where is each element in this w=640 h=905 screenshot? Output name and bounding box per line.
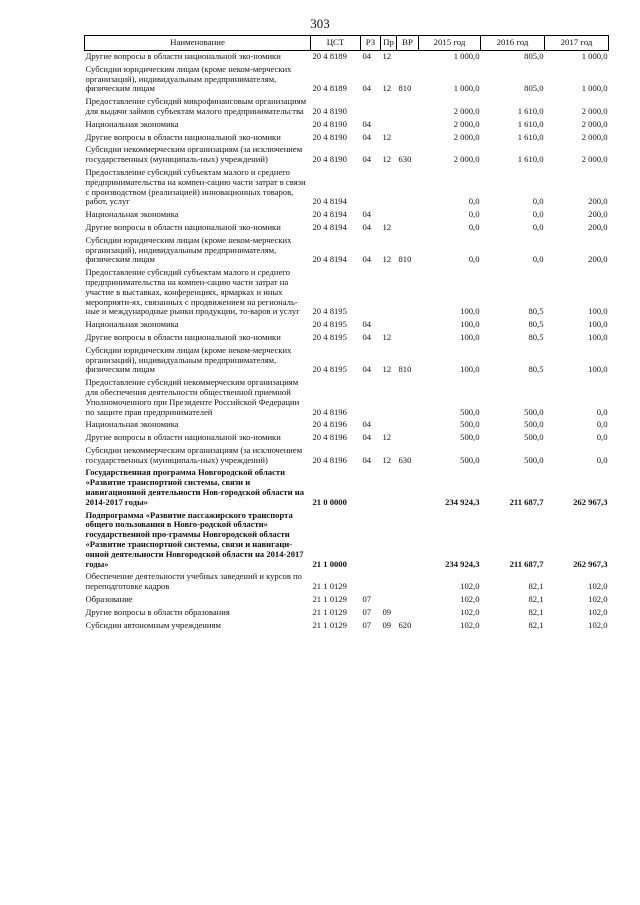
table-row bbox=[85, 377, 609, 419]
table-row bbox=[85, 510, 609, 572]
row-vr bbox=[397, 222, 419, 235]
table-row bbox=[85, 620, 609, 633]
row-vr bbox=[397, 377, 419, 419]
row-2017: 2 000,0 bbox=[581, 118, 608, 129]
row-name: Подпрограмма «Развитие пассажирского транспорта общего пользования в Новго-родской области» государственной про-граммы Новгородской области «Развитие транспортной системы, связи и навигаци-онной деятельности Новгородской области на 2014-2017 годы» bbox=[85, 509, 304, 569]
row-2017: 262 967,3 bbox=[573, 558, 608, 569]
table-row bbox=[85, 432, 609, 445]
row-cst: 21 1 0129 bbox=[312, 581, 347, 592]
row-pr: 12 bbox=[382, 51, 392, 61]
row-2016: 80,5 bbox=[528, 306, 544, 317]
table-row bbox=[85, 119, 609, 132]
row-rz: 04 bbox=[362, 118, 372, 129]
row-name: Другие вопросы в области национальной эко-номики bbox=[85, 131, 281, 142]
row-rz: 04 bbox=[362, 454, 372, 465]
table-row bbox=[85, 267, 609, 319]
row-2017: 262 967,3 bbox=[573, 496, 608, 507]
row-2017: 102,0 bbox=[588, 581, 608, 592]
row-name: Другие вопросы в области национальной эко-номики bbox=[85, 432, 281, 443]
row-name: Другие вопросы в области национальной эко-номики bbox=[85, 331, 281, 342]
row-2017: 1 000,0 bbox=[581, 83, 608, 94]
row-name: Предоставление субсидий субъектам малого и среднего предпринимательства на компен-сацию части затрат на участие в выставках, конференциях, ярмарках и иных мероприяти-ях, связанных с продвижением на региональ-ные и международные рынки продукции, то-варов и услуг bbox=[85, 267, 300, 317]
row-2015: 102,0 bbox=[460, 581, 480, 592]
header-2016: 2016 год bbox=[481, 36, 545, 51]
row-rz: 04 bbox=[362, 131, 372, 142]
row-vr bbox=[397, 510, 419, 572]
row-2017: 100,0 bbox=[588, 364, 608, 375]
row-rz bbox=[361, 267, 381, 319]
row-name: Другие вопросы в области национальной эко-номики bbox=[85, 51, 281, 61]
row-2015: 2 000,0 bbox=[453, 118, 480, 129]
row-2017: 100,0 bbox=[588, 306, 608, 317]
row-pr: 09 bbox=[382, 619, 392, 630]
row-rz bbox=[361, 96, 381, 119]
row-vr bbox=[397, 132, 419, 145]
row-rz bbox=[361, 167, 381, 209]
row-2015: 0,0 bbox=[468, 209, 480, 220]
table-row bbox=[85, 144, 609, 167]
row-cst: 20 4 8196 bbox=[312, 406, 347, 417]
table-row bbox=[85, 319, 609, 332]
row-2017: 2 000,0 bbox=[581, 131, 608, 142]
row-2016: 82,1 bbox=[528, 594, 544, 605]
row-pr bbox=[381, 467, 397, 509]
row-rz bbox=[361, 467, 381, 509]
row-cst: 20 4 8190 bbox=[312, 118, 347, 129]
row-cst: 20 4 8195 bbox=[312, 364, 347, 375]
row-2015: 234 924,3 bbox=[445, 496, 480, 507]
row-vr: 630 bbox=[398, 454, 412, 465]
row-cst: 21 1 0129 bbox=[312, 594, 347, 605]
row-2015: 2 000,0 bbox=[453, 131, 480, 142]
row-2015: 0,0 bbox=[468, 254, 480, 265]
budget-table bbox=[84, 35, 609, 632]
row-rz: 04 bbox=[362, 221, 372, 232]
row-2015: 1 000,0 bbox=[453, 83, 480, 94]
row-rz: 07 bbox=[362, 594, 372, 605]
row-rz bbox=[361, 510, 381, 572]
row-pr: 12 bbox=[382, 254, 392, 265]
row-2016: 82,1 bbox=[528, 606, 544, 617]
row-cst: 20 4 8196 bbox=[312, 432, 347, 443]
row-cst: 20 4 8194 bbox=[312, 209, 347, 220]
row-2015: 0,0 bbox=[468, 221, 480, 232]
row-pr: 12 bbox=[382, 432, 392, 443]
row-cst: 20 4 8196 bbox=[312, 454, 347, 465]
header-cst: ЦСТ bbox=[311, 36, 361, 51]
row-cst: 20 4 8194 bbox=[312, 196, 347, 207]
row-rz: 07 bbox=[362, 606, 372, 617]
row-name: Предоставление субсидий некоммерческим организациям для обеспечения деятельности общественной приемной Уполномоченного при Президенте Российской Федерации по защите прав предпринимателей bbox=[85, 377, 300, 417]
table-row bbox=[85, 594, 609, 607]
table-row bbox=[85, 235, 609, 267]
row-2015: 102,0 bbox=[460, 594, 480, 605]
row-cst: 20 4 8195 bbox=[312, 306, 347, 317]
row-2015: 2 000,0 bbox=[453, 105, 480, 116]
row-pr bbox=[381, 267, 397, 319]
row-2017: 2 000,0 bbox=[581, 105, 608, 116]
table-row bbox=[85, 132, 609, 145]
row-vr bbox=[397, 51, 419, 64]
row-2017: 200,0 bbox=[588, 254, 608, 265]
row-2016: 805,0 bbox=[524, 51, 544, 61]
table-row bbox=[85, 607, 609, 620]
row-vr bbox=[397, 332, 419, 345]
row-2015: 102,0 bbox=[460, 606, 480, 617]
row-name: Обеспечение деятельности учебных заведений и курсов по переподготовке кадров bbox=[85, 571, 302, 592]
row-2017: 0,0 bbox=[596, 406, 608, 417]
row-vr bbox=[397, 594, 419, 607]
row-2015: 100,0 bbox=[460, 306, 480, 317]
row-2016: 500,0 bbox=[524, 432, 544, 443]
row-2017: 0,0 bbox=[596, 432, 608, 443]
row-cst: 20 4 8196 bbox=[312, 419, 347, 430]
header-name: Наименование bbox=[85, 36, 311, 51]
row-2016: 500,0 bbox=[524, 406, 544, 417]
table-row bbox=[85, 64, 609, 96]
row-2017: 200,0 bbox=[588, 196, 608, 207]
row-pr bbox=[381, 510, 397, 572]
row-rz: 04 bbox=[362, 432, 372, 443]
row-vr bbox=[397, 432, 419, 445]
row-name: Субсидии юридическим лицам (кроме неком-мерческих организаций), индивидуальным предпринимателям, физическим лицам bbox=[85, 234, 292, 265]
row-name: Субсидии юридическим лицам (кроме неком-мерческих организаций), индивидуальным предпринимателям, физическим лицам bbox=[85, 63, 292, 94]
row-vr bbox=[397, 119, 419, 132]
row-vr: 810 bbox=[398, 364, 412, 375]
row-2015: 100,0 bbox=[460, 331, 480, 342]
row-cst: 21 1 0129 bbox=[312, 606, 347, 617]
row-cst: 20 4 8190 bbox=[312, 131, 347, 142]
row-2016: 0,0 bbox=[532, 196, 544, 207]
row-pr bbox=[381, 119, 397, 132]
row-2015: 1 000,0 bbox=[453, 51, 480, 61]
row-vr bbox=[397, 267, 419, 319]
table-row bbox=[85, 222, 609, 235]
row-2016: 1 610,0 bbox=[517, 118, 544, 129]
row-2017: 2 000,0 bbox=[581, 154, 608, 165]
row-vr bbox=[397, 571, 419, 594]
row-pr: 09 bbox=[382, 606, 392, 617]
header-rz: РЗ bbox=[361, 36, 381, 51]
table-row bbox=[85, 51, 609, 64]
table-row bbox=[85, 467, 609, 509]
header-2017: 2017 год bbox=[545, 36, 609, 51]
row-name: Субсидии автономным учреждениям bbox=[85, 619, 221, 630]
row-cst: 20 4 8190 bbox=[312, 105, 347, 116]
table-header-row bbox=[85, 36, 609, 51]
row-vr: 810 bbox=[398, 254, 412, 265]
table-row bbox=[85, 209, 609, 222]
row-name: Другие вопросы в области образования bbox=[85, 606, 230, 617]
table-row bbox=[85, 96, 609, 119]
row-cst: 20 4 8190 bbox=[312, 154, 347, 165]
row-2015: 102,0 bbox=[460, 619, 480, 630]
row-name: Субсидии юридическим лицам (кроме неком-мерческих организаций), индивидуальным предпринимателям, физическим лицам bbox=[85, 344, 292, 375]
table-row bbox=[85, 571, 609, 594]
row-2017: 200,0 bbox=[588, 209, 608, 220]
row-2017: 200,0 bbox=[588, 221, 608, 232]
row-2017: 1 000,0 bbox=[581, 51, 608, 61]
row-pr: 12 bbox=[382, 154, 392, 165]
row-rz bbox=[361, 377, 381, 419]
row-2015: 500,0 bbox=[460, 406, 480, 417]
row-2016: 1 610,0 bbox=[517, 131, 544, 142]
row-rz bbox=[361, 571, 381, 594]
row-2015: 100,0 bbox=[460, 364, 480, 375]
row-cst: 21 0 0000 bbox=[312, 496, 347, 507]
row-vr bbox=[397, 209, 419, 222]
row-2016: 1 610,0 bbox=[517, 154, 544, 165]
row-rz: 04 bbox=[362, 331, 372, 342]
row-2015: 500,0 bbox=[460, 419, 480, 430]
row-pr: 12 bbox=[382, 131, 392, 142]
row-cst: 20 4 8194 bbox=[312, 254, 347, 265]
row-2016: 211 687,7 bbox=[509, 496, 544, 507]
row-2015: 500,0 bbox=[460, 432, 480, 443]
row-2017: 100,0 bbox=[588, 319, 608, 330]
row-vr bbox=[397, 167, 419, 209]
row-2016: 1 610,0 bbox=[517, 105, 544, 116]
table-row bbox=[85, 445, 609, 468]
table-row bbox=[85, 419, 609, 432]
row-2017: 102,0 bbox=[588, 594, 608, 605]
row-name: Субсидии некоммерческим организациям (за исключением государственных (муниципаль-ных) учреждений) bbox=[85, 144, 303, 165]
row-2016: 500,0 bbox=[524, 454, 544, 465]
row-rz: 04 bbox=[362, 364, 372, 375]
row-vr: 630 bbox=[398, 154, 412, 165]
row-pr: 12 bbox=[382, 331, 392, 342]
row-cst: 20 4 8189 bbox=[312, 51, 347, 61]
row-pr bbox=[381, 319, 397, 332]
row-pr bbox=[381, 377, 397, 419]
row-cst: 20 4 8189 bbox=[312, 83, 347, 94]
row-name: Субсидии некоммерческим организациям (за исключением государственных (муниципаль-ных) учреждений) bbox=[85, 444, 303, 465]
row-vr: 810 bbox=[398, 83, 412, 94]
row-2015: 2 000,0 bbox=[453, 154, 480, 165]
row-2015: 0,0 bbox=[468, 196, 480, 207]
row-name: Предоставление субсидий субъектам малого и среднего предпринимательства на компен-сацию части затрат в связи с производством (реализацией) инновационных товаров, работ, услуг bbox=[85, 166, 306, 207]
row-name: Национальная экономика bbox=[85, 319, 179, 330]
row-name: Образование bbox=[85, 594, 133, 605]
header-vr: ВР bbox=[397, 36, 419, 51]
row-pr bbox=[381, 419, 397, 432]
row-pr bbox=[381, 96, 397, 119]
row-vr bbox=[397, 96, 419, 119]
row-rz: 04 bbox=[362, 419, 372, 430]
row-vr bbox=[397, 419, 419, 432]
row-vr bbox=[397, 467, 419, 509]
table-body bbox=[85, 51, 609, 633]
row-rz: 04 bbox=[362, 51, 372, 61]
row-2016: 80,5 bbox=[528, 319, 544, 330]
row-pr bbox=[381, 571, 397, 594]
header-pr: Пр bbox=[381, 36, 397, 51]
row-name: Государственная программа Новгородской области «Развитие транспортной системы, связи и навигационной деятельности Нов-городской области на 2014-2017 годы» bbox=[85, 467, 304, 507]
row-pr: 12 bbox=[382, 454, 392, 465]
row-rz: 04 bbox=[362, 319, 372, 330]
row-rz: 04 bbox=[362, 209, 372, 220]
row-cst: 21 1 0129 bbox=[312, 619, 347, 630]
row-rz: 04 bbox=[362, 254, 372, 265]
row-2016: 82,1 bbox=[528, 619, 544, 630]
row-cst: 20 4 8194 bbox=[312, 221, 347, 232]
row-pr: 12 bbox=[382, 364, 392, 375]
row-2016: 0,0 bbox=[532, 221, 544, 232]
row-rz: 07 bbox=[362, 619, 372, 630]
row-2016: 211 687,7 bbox=[509, 558, 544, 569]
table-row bbox=[85, 345, 609, 377]
row-2016: 80,5 bbox=[528, 364, 544, 375]
row-2017: 102,0 bbox=[588, 606, 608, 617]
row-2016: 82,1 bbox=[528, 581, 544, 592]
row-2016: 80,5 bbox=[528, 331, 544, 342]
header-2015: 2015 год bbox=[419, 36, 481, 51]
row-vr: 620 bbox=[398, 619, 412, 630]
row-2017: 100,0 bbox=[588, 331, 608, 342]
row-2015: 234 924,3 bbox=[445, 558, 480, 569]
row-2017: 0,0 bbox=[596, 419, 608, 430]
row-cst: 20 4 8195 bbox=[312, 331, 347, 342]
page-number: 303 bbox=[310, 16, 330, 31]
row-vr bbox=[397, 319, 419, 332]
row-name: Предоставление субсидий микрофинансовым организациям для выдачи займов субъектам малого предпринимательства bbox=[85, 96, 307, 116]
row-name: Национальная экономика bbox=[85, 118, 179, 129]
row-2016: 805,0 bbox=[524, 83, 544, 94]
row-name: Другие вопросы в области национальной эко-номики bbox=[85, 221, 281, 232]
row-2015: 100,0 bbox=[460, 319, 480, 330]
row-2017: 0,0 bbox=[596, 454, 608, 465]
row-2016: 500,0 bbox=[524, 419, 544, 430]
row-name: Национальная экономика bbox=[85, 419, 179, 430]
row-cst: 21 1 0000 bbox=[312, 558, 347, 569]
row-pr: 12 bbox=[382, 221, 392, 232]
row-rz: 04 bbox=[362, 154, 372, 165]
table-row bbox=[85, 332, 609, 345]
row-pr: 12 bbox=[382, 83, 392, 94]
row-pr bbox=[381, 167, 397, 209]
row-vr bbox=[397, 607, 419, 620]
row-2017: 102,0 bbox=[588, 619, 608, 630]
row-name: Национальная экономика bbox=[85, 209, 179, 220]
row-pr bbox=[381, 594, 397, 607]
row-cst: 20 4 8195 bbox=[312, 319, 347, 330]
row-2016: 0,0 bbox=[532, 254, 544, 265]
row-2016: 0,0 bbox=[532, 209, 544, 220]
row-2015: 500,0 bbox=[460, 454, 480, 465]
row-pr bbox=[381, 209, 397, 222]
table-row bbox=[85, 167, 609, 209]
row-rz: 04 bbox=[362, 83, 372, 94]
